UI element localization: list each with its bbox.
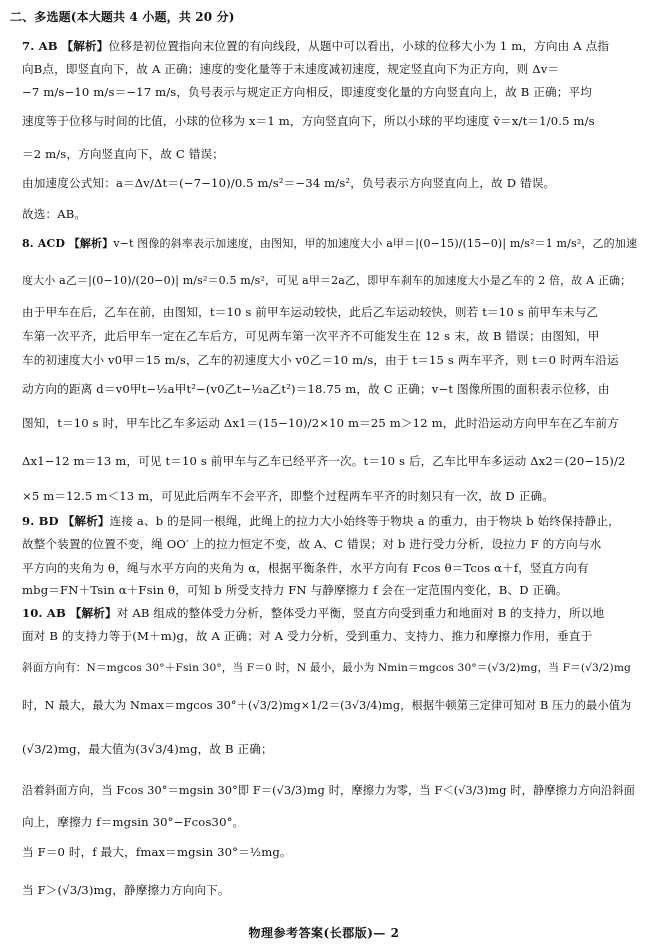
q7-line-5: ＝2 m/s，方向竖直向下，故 C 错误； [22,147,225,161]
q10-line-4: 时，N 最大，最大为 Nmax＝mgcos 30°＋(√3/2)mg×1/2＝(3√3/4)mg，根据牛顿第三定律可知对 B 压力的最小值为 [22,699,632,712]
section-title: 二、多选题(本大题共 4 小题，共 20 分) [10,10,235,24]
q7-line-6: 由加速度公式知：a＝Δv/Δt＝(−7−10)/0.5 m/s²＝−34 m/s²，负号表示方向竖直向上，故 D 错误。 [22,176,556,190]
q9-line-3: 平方向的夹角为 θ，绳与水平方向的夹角为 α，根据平衡条件，水平方向有 Fcos θ＝Tcos α＋f，竖直方向有 [22,561,589,575]
q10-analysis-tag: 【解析】 [69,606,117,620]
q9-line-1: 9. BD 【解析】连接 a、b 的是同一根绳，此绳上的拉力大小始终等于物块 a 的重力，由于物块 b 始终保持静止， [22,514,620,528]
q8-line-4: 车第一次平齐，此后甲车一定在乙车后方，可见两车第一次平齐不可能发生在 12 s 末，故 B 错误；由图知，甲 [22,329,600,343]
q7-line-4: 速度等于位移与时间的比值，小球的位移为 x＝1 m，方向竖直向下，所以小球的平均速度 v̄＝x/t＝1/0.5 m/s [22,114,595,128]
q8-line-5: 车的初速度大小 v0甲＝15 m/s，乙车的初速度大小 v0乙＝10 m/s，由于 t＝15 s 两车平齐，则 t＝0 时两车沿运 [22,353,619,367]
q8-line-8: Δx1−12 m＝13 m，可见 t＝10 s 前甲车与乙车已经平齐一次。t＝10 s 后，乙车比甲车多运动 Δx2＝(20−15)/2 [22,454,626,468]
q10-line-2: 面对 B 的支持力等于(M＋m)g，故 A 正确；对 A 受力分析，受到重力、支持力、推力和摩擦力作用，垂直于 [22,629,593,643]
q7-line-1: 7. AB 【解析】位移是初位置指向末位置的有向线段，从题中可以看出，小球的位移大小为 1 m，方向由 A 点指 [22,39,610,53]
q7-line-7: 故选：AB。 [22,207,87,221]
q9-analysis-tag: 【解析】 [62,514,110,528]
q8-line-1: 8. ACD 【解析】v−t 图像的斜率表示加速度，由图知，甲的加速度大小 a甲＝|(0−15)/(15−0)| m/s²＝1 m/s²，乙的加速 [22,237,638,250]
q8-line-3: 由于甲车在后，乙车在前，由图知，t＝10 s 前甲车运动较快，此后乙车运动较快，则若 t＝10 s 前甲车未与乙 [22,305,599,319]
q10-line-5: (√3/2)mg，最大值为(3√3/4)mg，故 B 正确； [22,742,273,756]
q10-line-8: 当 F＝0 时，f 最大，fmax＝mgsin 30°＝½mg。 [22,845,292,859]
q7-line-2: 向B点，即竖直向下，故 A 正确；速度的变化量等于末速度减初速度，规定竖直向下为正方向，则 Δv＝ [22,62,560,76]
page-footer: 物理参考答案(长郡版)— 2 [248,926,400,940]
q8-number: 8. ACD [22,237,66,250]
q7-line-3: −7 m/s−10 m/s＝−17 m/s，负号表示与规定正方向相反，即速度变化量的方向竖直向上，故 B 正确；平均 [22,85,593,99]
q10-line-6: 沿着斜面方向，当 Fcos 30°＝mgsin 30°即 F＝(√3/3)mg 时，摩擦力为零，当 F＜(√3/3)mg 时，静摩擦力方向沿斜面 [22,784,635,797]
q8-line-7: 图知，t＝10 s 时，甲车比乙车多运动 Δx1＝(15−10)/2×10 m＝25 m＞12 m，此时沿运动方向甲车在乙车前方 [22,416,619,430]
q8-line-6: 动方向的距离 d＝v0甲t−½a甲t²−(v0乙t−½a乙t²)＝18.75 m，故 C 正确；v−t 图像所围的面积表示位移，由 [22,382,610,396]
q10-line-7: 向上，摩擦力 f＝mgsin 30°−Fcos30°。 [22,815,245,829]
q8-line-2: 度大小 a乙＝|(0−10)/(20−0)| m/s²＝0.5 m/s²，可见 a甲＝2a乙，即甲车刹车的加速度大小是乙车的 2 倍，故 A 正确； [22,274,632,287]
q8-analysis-tag: 【解析】 [68,237,114,250]
q10-line-1: 10. AB 【解析】对 AB 组成的整体受力分析，整体受力平衡，竖直方向受到重力和地面对 B 的支持力，所以地 [22,606,605,620]
q7-analysis-tag: 【解析】 [61,39,109,53]
q9-line-2: 故整个装置的位置不变，绳 OO′ 上的拉力恒定不变，故 A、C 错误；对 b 进行受力分析，设拉力 F 的方向与水 [22,537,602,551]
q9-line-4: mbg＝FN＋Tsin α＋Fsin θ，可知 b 所受支持力 FN 与静摩擦力 f 会在一定范围内变化，B、D 正确。 [22,583,568,597]
q8-line-9: ×5 m＝12.5 m＜13 m，可见此后两车不会平齐，即整个过程两车平齐的时刻只有一次，故 D 正确。 [22,489,554,503]
q7-number: 7. AB [22,39,58,53]
q9-number: 9. BD [22,514,59,528]
q10-line-9: 当 F＞(√3/3)mg，静摩擦力方向向下。 [22,883,230,897]
q10-number: 10. AB [22,606,66,620]
q10-line-3: 斜面方向有：N＝mgcos 30°＋Fsin 30°，当 F＝0 时，N 最小，最小为 Nmin＝mgcos 30°＝(√3/2)mg，当 F＝(√3/2)mg [22,662,631,674]
